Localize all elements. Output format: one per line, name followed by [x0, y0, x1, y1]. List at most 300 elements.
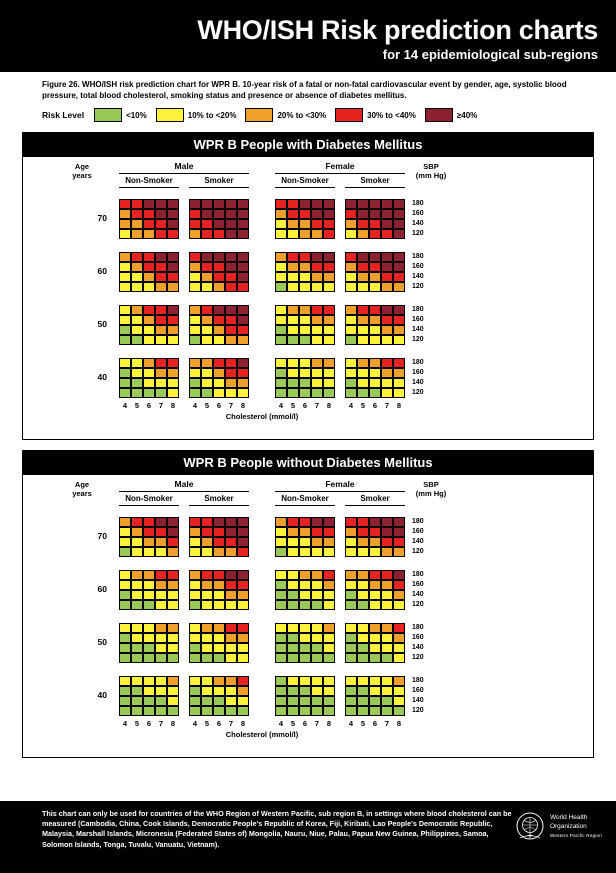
risk-block — [345, 199, 405, 239]
risk-cell — [323, 547, 335, 557]
risk-cell — [287, 252, 299, 262]
who-emblem-icon — [515, 811, 545, 841]
risk-cell — [323, 378, 335, 388]
risk-row — [189, 590, 249, 600]
risk-cell — [189, 305, 201, 315]
sbp-tick-label: 120 — [412, 707, 424, 715]
cholesterol-tick-label: 4 — [278, 401, 284, 411]
risk-row — [189, 199, 249, 209]
risk-cell — [119, 209, 131, 219]
risk-row — [345, 209, 405, 219]
risk-cell — [213, 229, 225, 239]
risk-cell — [213, 590, 225, 600]
risk-cell — [357, 517, 369, 527]
risk-row — [119, 527, 179, 537]
who-logo-line2: Organization — [549, 822, 587, 830]
risk-row — [119, 653, 179, 663]
risk-cell — [393, 252, 405, 262]
risk-cell — [311, 209, 323, 219]
risk-cell — [369, 282, 381, 292]
risk-cell — [311, 517, 323, 527]
risk-cell — [167, 676, 179, 686]
risk-row — [345, 547, 405, 557]
risk-cell — [381, 547, 393, 557]
risk-cell — [299, 537, 311, 547]
risk-cell — [131, 706, 143, 716]
risk-cell — [393, 335, 405, 345]
risk-cell — [275, 537, 287, 547]
risk-row — [275, 229, 335, 239]
risk-cell — [189, 527, 201, 537]
sbp-tick-label: 180 — [412, 306, 424, 314]
risk-cell — [323, 315, 335, 325]
risk-row — [119, 272, 179, 282]
risk-cell — [225, 580, 237, 590]
risk-cell — [213, 335, 225, 345]
risk-cell — [167, 325, 179, 335]
risk-cell — [287, 706, 299, 716]
smoker-header: Smoker — [204, 176, 234, 186]
risk-cell — [287, 378, 299, 388]
risk-cell — [287, 676, 299, 686]
figure-caption: Figure 26. WHO/ISH risk prediction chart for WPR B. 10-year risk of a fatal or non-fatal cardiovascular event by gender, age, systolic blood pressure, total blood cholesterol, smoking status and presence or absence of diabetes mellitus. — [42, 80, 567, 100]
risk-cell — [381, 653, 393, 663]
legend-item — [156, 108, 237, 122]
risk-cell — [167, 358, 179, 368]
risk-cell — [131, 696, 143, 706]
risk-cell — [323, 282, 335, 292]
risk-row — [119, 706, 179, 716]
risk-cell — [237, 643, 249, 653]
risk-block — [345, 517, 405, 557]
risk-cell — [287, 686, 299, 696]
cholesterol-tick-label: 5 — [134, 401, 140, 411]
risk-cell — [119, 315, 131, 325]
risk-cell — [275, 676, 287, 686]
risk-cell — [167, 315, 179, 325]
header-rule — [119, 505, 179, 506]
risk-cell — [237, 325, 249, 335]
risk-cell — [393, 600, 405, 610]
risk-cell — [275, 686, 287, 696]
risk-cell — [189, 378, 201, 388]
legend-swatch — [94, 108, 122, 122]
risk-cell — [237, 252, 249, 262]
page-header — [0, 0, 616, 72]
risk-cell — [357, 209, 369, 219]
risk-cell — [201, 388, 213, 398]
risk-cell — [311, 252, 323, 262]
female-header: Female — [325, 161, 355, 172]
risk-cell — [345, 527, 357, 537]
risk-cell — [369, 517, 381, 527]
risk-cell — [131, 570, 143, 580]
risk-cell — [143, 537, 155, 547]
risk-cell — [155, 653, 167, 663]
risk-row — [119, 580, 179, 590]
risk-cell — [357, 696, 369, 706]
risk-cell — [381, 388, 393, 398]
risk-cell — [189, 325, 201, 335]
risk-cell — [119, 580, 131, 590]
age-tick-label: 70 — [97, 531, 107, 542]
risk-cell — [323, 325, 335, 335]
risk-cell — [381, 696, 393, 706]
risk-cell — [131, 388, 143, 398]
risk-cell — [323, 305, 335, 315]
risk-cell — [299, 686, 311, 696]
risk-cell — [345, 706, 357, 716]
risk-cell — [381, 643, 393, 653]
cholesterol-tick-label: 5 — [134, 719, 140, 729]
risk-cell — [143, 335, 155, 345]
sbp-tick-label: 180 — [412, 253, 424, 261]
risk-grid — [23, 161, 593, 433]
risk-cell — [201, 229, 213, 239]
risk-row — [275, 272, 335, 282]
risk-cell — [357, 527, 369, 537]
legend-label: <10% — [126, 110, 147, 120]
risk-row — [119, 252, 179, 262]
risk-row — [275, 527, 335, 537]
risk-cell — [357, 653, 369, 663]
risk-cell — [369, 580, 381, 590]
cholesterol-tick-label: 5 — [360, 719, 366, 729]
risk-cell — [143, 305, 155, 315]
smoker-header: Smoker — [360, 494, 390, 504]
risk-cell — [131, 209, 143, 219]
risk-cell — [213, 262, 225, 272]
risk-cell — [311, 378, 323, 388]
risk-cell — [201, 570, 213, 580]
risk-block — [119, 305, 179, 345]
risk-cell — [369, 527, 381, 537]
risk-cell — [237, 305, 249, 315]
risk-row — [275, 623, 335, 633]
risk-cell — [299, 378, 311, 388]
legend-label: 30% to <40% — [367, 110, 416, 120]
risk-cell — [369, 537, 381, 547]
risk-cell — [299, 623, 311, 633]
risk-cell — [131, 252, 143, 262]
risk-cell — [381, 527, 393, 537]
risk-cell — [323, 335, 335, 345]
risk-cell — [357, 219, 369, 229]
risk-cell — [201, 653, 213, 663]
risk-cell — [167, 209, 179, 219]
risk-cell — [225, 706, 237, 716]
risk-row — [345, 199, 405, 209]
risk-cell — [143, 219, 155, 229]
sbp-tick-label: 140 — [412, 644, 424, 652]
risk-cell — [323, 676, 335, 686]
risk-cell — [201, 305, 213, 315]
risk-cell — [201, 262, 213, 272]
risk-row — [345, 272, 405, 282]
risk-cell — [131, 272, 143, 282]
risk-cell — [213, 580, 225, 590]
risk-row — [275, 199, 335, 209]
risk-row — [275, 219, 335, 229]
risk-cell — [275, 378, 287, 388]
risk-row — [345, 262, 405, 272]
risk-cell — [167, 547, 179, 557]
risk-cell — [119, 358, 131, 368]
header-rule — [189, 505, 249, 506]
sbp-tick-label: 160 — [412, 687, 424, 695]
risk-cell — [299, 199, 311, 209]
risk-cell — [275, 570, 287, 580]
cholesterol-tick-label: 6 — [146, 401, 152, 411]
risk-cell — [345, 676, 357, 686]
risk-cell — [381, 537, 393, 547]
risk-cell — [323, 272, 335, 282]
risk-cell — [287, 527, 299, 537]
risk-row — [119, 229, 179, 239]
risk-row — [119, 305, 179, 315]
footer-text: This chart can only be used for countries of the WHO Region of Western Pacific, sub region B, in settings where blood cholesterol can be measured (Cambodia, China, Cook Islands, Democratic People's Republic of Korea, Fiji, Kiribati, Lao People's Democratic Republic, Malaysia, Marshall Islands, Micronesia (Federated States of) Mongolia, Nauru, Niue, Palau, Papua New Guinea, Philippines, Samoa, Solomon Islands, Tonga, Tuvalu, Vanuatu, Vietnam). — [42, 809, 512, 849]
risk-row — [119, 633, 179, 643]
risk-cell — [225, 517, 237, 527]
risk-cell — [357, 378, 369, 388]
risk-cell — [345, 252, 357, 262]
risk-row — [345, 537, 405, 547]
risk-cell — [381, 676, 393, 686]
risk-cell — [287, 600, 299, 610]
risk-row — [275, 537, 335, 547]
risk-row — [275, 282, 335, 292]
risk-cell — [119, 527, 131, 537]
risk-row — [275, 358, 335, 368]
risk-cell — [357, 643, 369, 653]
risk-cell — [287, 272, 299, 282]
risk-cell — [213, 358, 225, 368]
risk-cell — [167, 643, 179, 653]
risk-cell — [287, 315, 299, 325]
risk-row — [189, 570, 249, 580]
risk-cell — [155, 199, 167, 209]
risk-cell — [393, 706, 405, 716]
risk-cell — [287, 282, 299, 292]
risk-block — [345, 623, 405, 663]
risk-cell — [369, 633, 381, 643]
risk-cell — [369, 229, 381, 239]
risk-cell — [119, 653, 131, 663]
risk-cell — [213, 706, 225, 716]
legend-title: Risk Level — [42, 110, 85, 121]
risk-cell — [167, 633, 179, 643]
risk-cell — [299, 282, 311, 292]
risk-cell — [225, 209, 237, 219]
risk-cell — [357, 368, 369, 378]
risk-cell — [381, 305, 393, 315]
risk-cell — [143, 378, 155, 388]
risk-row — [189, 252, 249, 262]
risk-cell — [345, 633, 357, 643]
risk-cell — [131, 653, 143, 663]
risk-cell — [299, 517, 311, 527]
legend-item — [94, 108, 147, 122]
risk-cell — [167, 570, 179, 580]
risk-row — [119, 643, 179, 653]
risk-cell — [299, 633, 311, 643]
sbp-tick-label: 140 — [412, 326, 424, 334]
cholesterol-axis-label: Cholesterol (mmol/l) — [225, 412, 299, 422]
risk-cell — [357, 272, 369, 282]
risk-cell — [167, 378, 179, 388]
risk-row — [275, 676, 335, 686]
risk-cell — [201, 335, 213, 345]
risk-cell — [311, 305, 323, 315]
risk-cell — [237, 696, 249, 706]
age-tick-label: 40 — [97, 372, 107, 383]
risk-cell — [299, 335, 311, 345]
risk-cell — [311, 199, 323, 209]
risk-cell — [323, 686, 335, 696]
sbp-tick-label: 140 — [412, 379, 424, 387]
risk-cell — [225, 388, 237, 398]
cholesterol-axis-label: Cholesterol (mmol/l) — [225, 730, 299, 740]
risk-cell — [189, 219, 201, 229]
risk-cell — [213, 600, 225, 610]
risk-cell — [189, 676, 201, 686]
risk-cell — [201, 378, 213, 388]
sbp-tick-label: 120 — [412, 601, 424, 609]
risk-cell — [167, 282, 179, 292]
sbp-tick-label: 160 — [412, 210, 424, 218]
risk-cell — [275, 315, 287, 325]
risk-cell — [311, 315, 323, 325]
risk-row — [275, 686, 335, 696]
risk-cell — [369, 676, 381, 686]
risk-cell — [369, 262, 381, 272]
risk-cell — [275, 229, 287, 239]
risk-cell — [225, 358, 237, 368]
risk-cell — [381, 272, 393, 282]
cholesterol-tick-label: 6 — [302, 719, 308, 729]
risk-cell — [131, 335, 143, 345]
risk-cell — [345, 358, 357, 368]
cholesterol-tick-label: 8 — [396, 719, 402, 729]
risk-block — [345, 676, 405, 716]
risk-cell — [393, 358, 405, 368]
legend-swatch — [425, 108, 453, 122]
risk-cell — [225, 325, 237, 335]
risk-row — [119, 686, 179, 696]
risk-block — [275, 623, 335, 663]
risk-cell — [201, 252, 213, 262]
risk-cell — [119, 368, 131, 378]
risk-cell — [381, 219, 393, 229]
risk-cell — [201, 537, 213, 547]
risk-cell — [393, 219, 405, 229]
risk-cell — [225, 368, 237, 378]
risk-cell — [393, 633, 405, 643]
risk-cell — [369, 696, 381, 706]
risk-cell — [345, 643, 357, 653]
risk-cell — [299, 219, 311, 229]
risk-cell — [155, 368, 167, 378]
risk-cell — [119, 643, 131, 653]
risk-cell — [369, 623, 381, 633]
risk-cell — [287, 570, 299, 580]
risk-cell — [225, 219, 237, 229]
risk-block — [189, 676, 249, 716]
risk-cell — [381, 580, 393, 590]
risk-row — [275, 252, 335, 262]
cholesterol-tick-label: 8 — [396, 401, 402, 411]
risk-cell — [143, 600, 155, 610]
risk-row — [275, 600, 335, 610]
risk-cell — [393, 580, 405, 590]
sbp-tick-label: 180 — [412, 200, 424, 208]
risk-grid — [23, 479, 593, 751]
risk-block — [119, 358, 179, 398]
risk-cell — [345, 282, 357, 292]
risk-cell — [143, 252, 155, 262]
panel-body — [23, 475, 593, 757]
risk-legend — [42, 108, 616, 122]
risk-cell — [345, 623, 357, 633]
risk-cell — [213, 252, 225, 262]
risk-cell — [131, 378, 143, 388]
risk-cell — [287, 262, 299, 272]
risk-cell — [143, 580, 155, 590]
risk-cell — [167, 229, 179, 239]
risk-cell — [225, 547, 237, 557]
risk-cell — [369, 686, 381, 696]
header-rule — [275, 173, 405, 174]
risk-cell — [201, 282, 213, 292]
risk-cell — [225, 527, 237, 537]
risk-cell — [275, 252, 287, 262]
risk-block — [119, 199, 179, 239]
risk-cell — [143, 653, 155, 663]
risk-cell — [393, 676, 405, 686]
risk-row — [119, 368, 179, 378]
risk-cell — [357, 570, 369, 580]
risk-cell — [213, 315, 225, 325]
risk-cell — [345, 547, 357, 557]
panel-title: WPR B People without Diabetes Mellitus — [23, 451, 593, 475]
risk-cell — [299, 358, 311, 368]
risk-cell — [345, 378, 357, 388]
risk-cell — [119, 272, 131, 282]
risk-cell — [287, 368, 299, 378]
risk-cell — [299, 315, 311, 325]
legend-item — [425, 108, 477, 122]
risk-cell — [131, 686, 143, 696]
risk-cell — [357, 580, 369, 590]
risk-cell — [201, 706, 213, 716]
risk-cell — [311, 388, 323, 398]
risk-cell — [131, 633, 143, 643]
risk-cell — [119, 282, 131, 292]
risk-cell — [155, 676, 167, 686]
risk-cell — [119, 517, 131, 527]
legend-swatch — [245, 108, 273, 122]
risk-cell — [119, 686, 131, 696]
risk-cell — [369, 272, 381, 282]
risk-row — [189, 262, 249, 272]
risk-cell — [189, 537, 201, 547]
risk-cell — [393, 272, 405, 282]
risk-cell — [119, 623, 131, 633]
risk-row — [189, 600, 249, 610]
risk-cell — [119, 388, 131, 398]
risk-cell — [201, 315, 213, 325]
risk-block — [275, 570, 335, 610]
